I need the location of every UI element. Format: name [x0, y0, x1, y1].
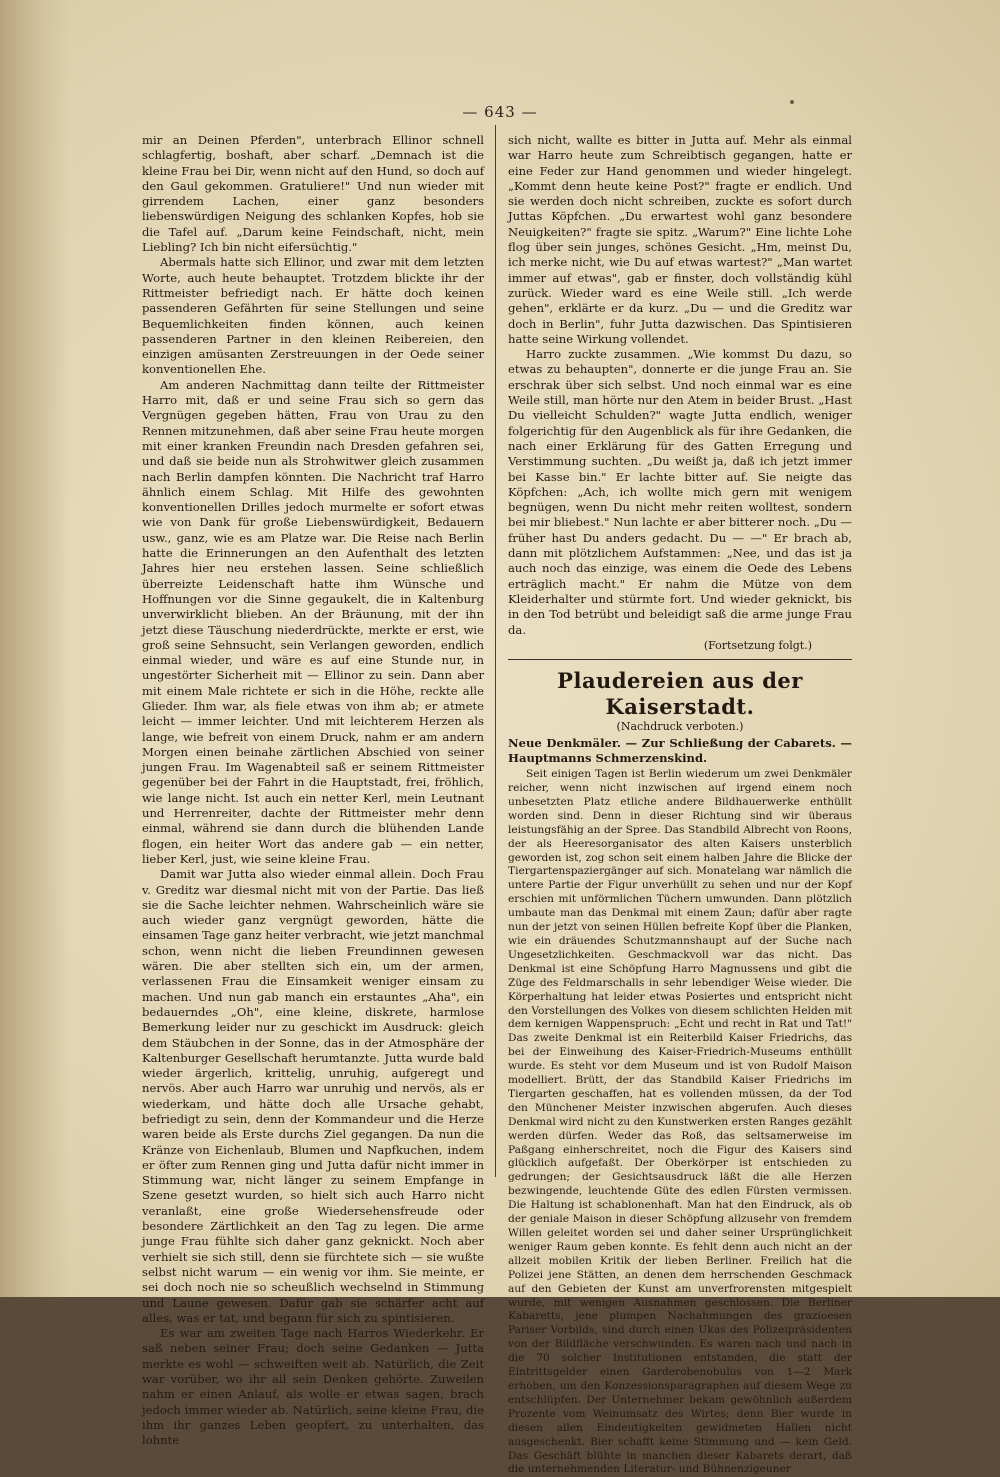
- continuation-note: (Fortsetzung folgt.): [703, 638, 812, 652]
- section-topics: Neue Denkmäler. — Zur Schließung der Cabarets. — Hauptmanns Schmerzenskind.: [508, 736, 852, 766]
- left-column: [142, 133, 484, 1449]
- binding-shadow: [0, 0, 70, 1297]
- left-paragraph-4: Damit war Jutta also wieder einmal allein. Doch Frau v. Greditz war diesmal nicht mit von der Partie. Das ließ sie die Sache leichter nehmen. Wahrscheinlich wäre sie auch wieder ganz vergnügt geworden, hätte die einsamen Tage ganz heiter verbracht, wie jetzt manchmal schon, wenn nicht die lieben Freundinnen gewesen wären. Die aber stellten sich ein, um der armen, verlassenen Frau die Einsamkeit weniger einsam zu machen. Und nun gab manch ein erstauntes „Aha", ein bedauerndes „Oh", eine kleine, diskrete, harmlose Bemerkung leider nur zu geschickt im Ausdruck: gleich dem Stäubchen in der Sonne, das in der Atmosphäre der Kaltenburger Gesellschaft herumtanzte. Jutta wurde bald wieder ärgerlich, krittelig, unruhig, aufgeregt und nervös. Aber auch Harro war unruhig und nervös, als er wiederkam, und hätte doch alle Ursache gehabt, befriedigt zu sein, denn der Kommandeur und die Herze waren beide als Erste durchs Ziel gegangen. Da nun die Kränze von Eichenlaub, Blumen und Napfkuchen, indem er öfter zum Rennen ging und Jutta dafür nicht immer in Stimmung war, nicht länger zu seinem Empfange in Szene gesetzt wurden, so hielt sich auch Harro nicht veranlaßt, eine große Wiedersehensfreude oder besondere Zärtlichkeit an den Tag zu legen. Die arme junge Frau fühlte sich daher ganz geknickt. Noch aber verhielt sie sich still, denn sie fürchtete sich — sie wußte selbst nicht warum — ein wenig vor ihm. Sie meinte, er sei doch noch nie so scheußlich wechselnd in Stimmung und Laune gewesen. Dafür gab sie schärfer acht auf alles, was er tat, und begann für sich zu spintisieren.: [142, 867, 484, 1325]
- reprint-note: (Nachdruck verboten.): [616, 720, 744, 734]
- column-divider: [495, 125, 496, 1177]
- section-rule: [508, 659, 852, 660]
- right-column: [508, 133, 852, 1477]
- section-title: Plaudereien aus der Kaiserstadt.: [557, 668, 803, 720]
- story-paragraph-2: Harro zuckte zusammen. „Wie kommst Du dazu, so etwas zu behaupten", donnerte er die junge Frau an. Sie erschrak über sich selbst. Und noch einmal war es eine Weile still, man hörte nur den Atem in beider Brust. „Hast Du vielleicht Schulden?" wagte Jutta endlich, weniger folgerichtig für den Augenblick als für ihre Gedanken, die nach einer Erklärung für des Gatten Erregung und Verstimmung suchten. „Du weißt ja, daß ich jetzt immer bei Kasse bin." Er lachte bitter auf. Sie neigte das Köpfchen: „Ach, ich wollte mich gern mit wenigem begnügen, wenn Du nicht mehr reiten wolltest, sondern bei mir bliebest." Nun lachte er aber bitterer noch. „Du — früher hast Du anders gedacht. Du — —" Er brach ab, dann mit plötzlichem Aufstammen: „Nee, und das ist ja auch noch das einzige, was einem die Oede des Lebens erträglich macht." Er nahm die Mütze von dem Kleiderhalter und stürmte fort. Und wieder geknickt, bis in den Tod betrübt und beleidigt saß die arme junge Frau da.: [508, 347, 852, 637]
- story-paragraph-1: sich nicht, wallte es bitter in Jutta auf. Mehr als einmal war Harro heute zum Schreibtisch gegangen, hatte er eine Feder zur Hand genommen und wieder hingelegt. „Kommt denn heute keine Post?" fragte er endlich. Und sie werden doch nicht schreiben, zuckte es sofort durch Juttas Köpfchen. „Du erwartest wohl ganz besondere Neuigkeiten?" fragte sie spitz. „Warum?" Eine lichte Lohe flog über sein junges, schönes Gesicht. „Hm, meinst Du, ich merke nicht, wie Du auf etwas wartest?" „Man wartet immer auf etwas", gab er finster, doch vollständig kühl zurück. Wieder ward es eine Weile still. „Ich werde gehen", erklärte er da kurz. „Du — und die Greditz war doch in Berlin", fuhr Jutta dazwischen. Das Spintisieren hatte seine Wirkung vollendet.: [508, 133, 852, 346]
- left-paragraph-1: mir an Deinen Pferden", unterbrach Ellinor schnell schlagfertig, boshaft, aber scharf. „Demnach ist die kleine Frau bei Dir, wenn nicht auf den Hund, so doch auf den Gaul gekommen. Gratuliere!" Und nun wieder mit girrendem Lachen, einer ganz besonders liebenswürdigen Neigung des schlanken Kopfes, hob sie die Tafel auf. „Darum keine Feindschaft, nicht, mein Liebling? Ich bin nicht eifersüchtig.": [142, 133, 484, 255]
- article-paragraph-1: Seit einigen Tagen ist Berlin wiederum um zwei Denkmäler reicher, wenn nicht inzwischen auf irgend einem noch unbesetzten Platz etliche andere Bildhauerwerke enthüllt worden sind. Denn in dieser Richtung sind wir überaus leistungsfähig an der Spree. Das Standbild Albrecht von Roons, der als Heeresorganisator des alten Kaisers unsterblich geworden ist, zog schon seit einem halben Jahre die Blicke der Tiergartenspaziergänger auf sich. Monatelang war nämlich die untere Partie der Figur unverhüllt zu sehen und nur der Kopf erschien mit unförmlichen Tüchern umwunden. Dann plötzlich umbaute man das Denkmal mit einem Zaun; dafür aber ragte nun der jetzt von seinen Hüllen befreite Kopf über die Planken, wie ein dräuendes Schutzmannshaupt auf der Suche nach Ungesetzlichkeiten. Geschmackvoll war das nicht. Das Denkmal ist eine Schöpfung Harro Magnussens und gibt die Züge des Feldmarschalls in sehr lebendiger Weise wieder. Die Körperhaltung hat leider etwas Posiertes und entspricht nicht den Vorstellungen des Volkes von diesem schlichten Helden mit dem kernigen Wappenspruch: „Echt und recht in Rat und Tat!" Das zweite Denkmal ist ein Reiterbild Kaiser Friedrichs, das bei der Einweihung des Kaiser-Friedrich-Museums enthüllt wurde. Es steht vor dem Museum und ist von Rudolf Maison modelliert. Brütt, der das Standbild Kaiser Friedrichs im Tiergarten geschaffen, hat es vollenden müssen, da der Tod den Münchener Meister inzwischen abgerufen. Auch dieses Denkmal wird nicht zu den Kunstwerken ersten Ranges gezählt werden dürfen. Weder das Roß, das seltsamerweise im Paßgang einherschreitet, noch die Figur des Kaisers sind glücklich aufgefaßt. Der Oberkörper ist entschieden zu gedrungen; der Gesichtsausdruck läßt die alle Herzen bezwingende, leuchtende Güte des edlen Fürsten vermissen. Die Haltung ist schablonenhaft. Man hat den Eindruck, als ob der geniale Maison in dieser Schöpfung allzusehr von fremdem Willen geleitet worden sei und daher seiner Ursprünglichkeit weniger Raum geben konnte. Es fehlt denn auch nicht an der allzeit mobilen Kritik der lieben Berliner. Freilich hat die Polizei jene Stätten, an denen dem herrschenden Geschmack auf den Gebieten der Kunst am unverfrorensten mitgespielt wurde, mit wenigen Ausnahmen geschlossen. Die Berliner Kabaretts, jene plumpen Nachahmungen des grazioesen Pariser Vorbilds, sind durch einen Ukas des Polizeipräsidenten von der Bildfläche verschwunden. Es waren nach und nach in die 70 solcher Institutionen entstanden, die statt der Eintrittsgelder einen Garderobenobulus von 1—2 Mark erhoben, um den Konzessionsparagraphen auf diesem Wege zu entschlüpfen. Der Unternehmer bekam gewöhnlich außerdem Prozente vom Weinumsatz des Wirtes; denn Bier wurde in diesen allen Eindeutigkeiten gewidmeten Hallen nicht ausgeschenkt. Bier schafft keine Stimmung und — kein Geld. Das Geschäft blühte in manchen dieser Kabarets derart, daß die unternehmenden Literatur- und Bühnenzigeuner: [508, 768, 852, 1476]
- page-number: — 643 —: [462, 103, 538, 121]
- left-paragraph-5: Es war am zweiten Tage nach Harros Wiederkehr. Er saß neben seiner Frau; doch seine Gedanken — Jutta merkte es wohl — schweiften weit ab. Natürlich, die Zeit war vorüber, wo ihr all sein Denken gehörte. Zuweilen nahm er einen Anlauf, als wolle er etwas sagen, brach jedoch immer wieder ab. Natürlich, seine kleine Frau, die ihm ihr ganzes Leben geopfert, zu unterhalten, das lohnte: [142, 1326, 484, 1448]
- left-paragraph-2: Abermals hatte sich Ellinor, und zwar mit dem letzten Worte, auch heute behauptet. Trotzdem blickte ihr der Rittmeister befriedigt nach. Er hätte doch keinen passenderen Gefährten für seine Stellungen und seine Bequemlichkeiten finden können, auch keinen passenderen Partner in den kleinen Reibereien, den einzigen amüsanten Zerstreuungen in der Oede seiner konventionellen Ehe.: [142, 255, 484, 377]
- left-paragraph-3: Am anderen Nachmittag dann teilte der Rittmeister Harro mit, daß er und seine Frau sich so gern das Vergnügen gegeben hätten, Frau von Urau zu den Rennen mitzunehmen, daß aber seine Frau heute morgen mit einer kranken Freundin nach Dresden gefahren sei, und daß sie beide nun als Strohwitwer gleich zusammen nach Berlin dampfen könnten. Die Nachricht traf Harro ähnlich einem Schlag. Mit Hilfe des gewohnten konventionellen Drilles jedoch murmelte er sofort etwas wie von Dank für große Liebenswürdigkeit, Bedauern usw., ganz, wie es am Platze war. Die Reise nach Berlin hatte die Erinnerungen an den Aufenthalt des letzten Jahres hier neu erstehen lassen. Seine schließlich überreizte Leidenschaft hatte ihm Wünsche und Hoffnungen vor die Sinne gegaukelt, die in Kaltenburg unverwirklicht blieben. An der Bräunung, mit der ihn jetzt diese Täuschung niederdrückte, merkte er erst, wie groß seine Sehnsucht, sein Verlangen geworden, endlich einmal wieder, und wäre es auf eine Stunde nur, in ungestörter Sicherheit mit — Ellinor zu sein. Dann aber mit einem Male richtete er sich in die Höhe, reckte alle Glieder. Ihm war, als fiele etwas von ihm ab; er atmete leicht — immer leichter. Und mit leichterem Herzen als lange, wie befreit von einem Druck, nahm er am andern Morgen einen beinahe zärtlichen Abschied von seiner jungen Frau. Im Wagenabteil saß er seinem Rittmeister gegenüber bei der Fahrt in die Hauptstadt, frei, fröhlich, wie lange nicht. Ist auch ein netter Kerl, mein Leutnant und Herrenreiter, dachte der Rittmeister mehr denn einmal, während sie dann durch die blühenden Lande flogen, ein heiter Wort das andere gab — ein netter, lieber Kerl, just, wie seine kleine Frau.: [142, 377, 484, 866]
